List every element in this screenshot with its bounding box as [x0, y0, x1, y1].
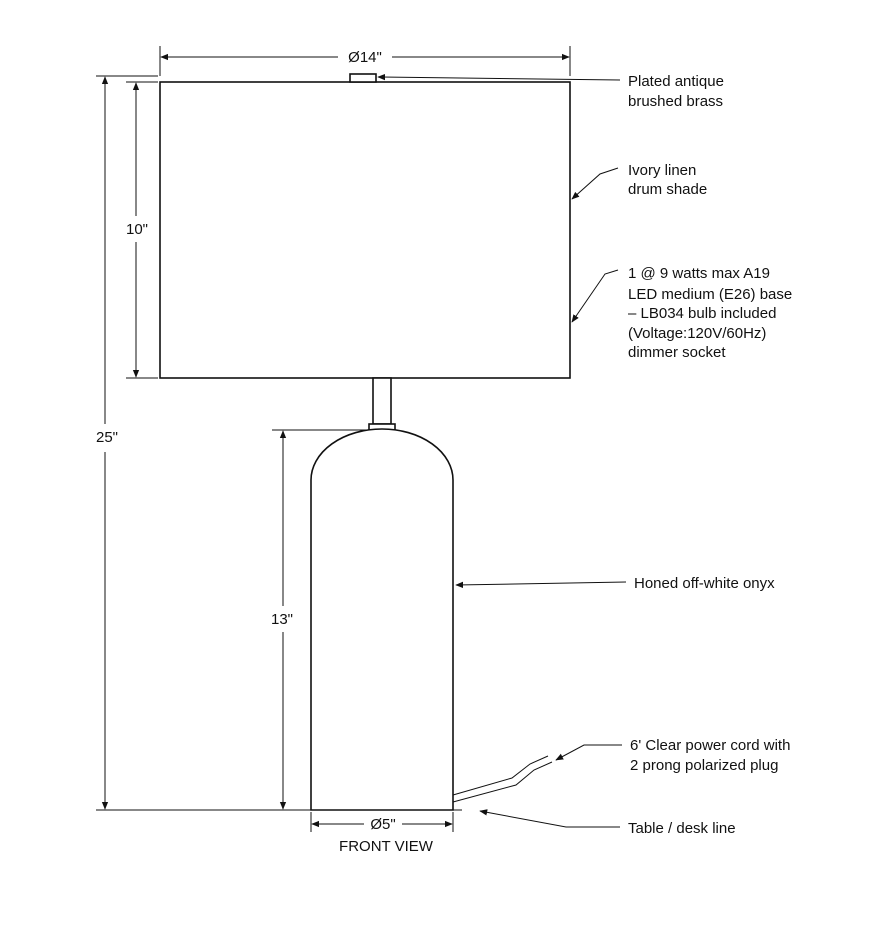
view-label: FRONT VIEW: [339, 838, 433, 855]
callout-body: Honed off-white onyx: [634, 575, 775, 592]
finial: [350, 74, 376, 82]
callout-shade: Ivory linen drum shade: [628, 162, 708, 198]
shade-diameter-label: Ø14": [348, 49, 382, 66]
power-cord-edge: [453, 762, 552, 802]
finial-leader: [378, 77, 620, 80]
cord-leader: [556, 745, 622, 760]
overall-height-label: 25": [95, 429, 119, 446]
callout-bulb: 1 @ 9 watts max A19 LED medium (E26) base – LB034 bulb included (Voltage:120V/60Hz) dimmer socket: [628, 265, 793, 361]
table-leader: [480, 811, 620, 827]
callout-table: Table / desk line: [628, 820, 736, 837]
onyx-body: [311, 429, 453, 810]
shade-leader: [572, 168, 618, 199]
bulb-leader: [572, 270, 618, 322]
lamp-drawing: [160, 74, 570, 810]
stem: [373, 378, 391, 424]
base-height-label: 13": [270, 611, 294, 628]
base-diameter-label: Ø5": [370, 816, 396, 833]
callout-finial: Plated antique brushed brass: [628, 73, 724, 110]
body-leader: [456, 582, 626, 585]
callouts: [628, 73, 796, 837]
callout-cord: 6' Clear power cord with 2 prong polarized plug: [630, 737, 791, 774]
shade-height-label: 10": [125, 221, 149, 238]
drum-shade: [160, 82, 570, 378]
